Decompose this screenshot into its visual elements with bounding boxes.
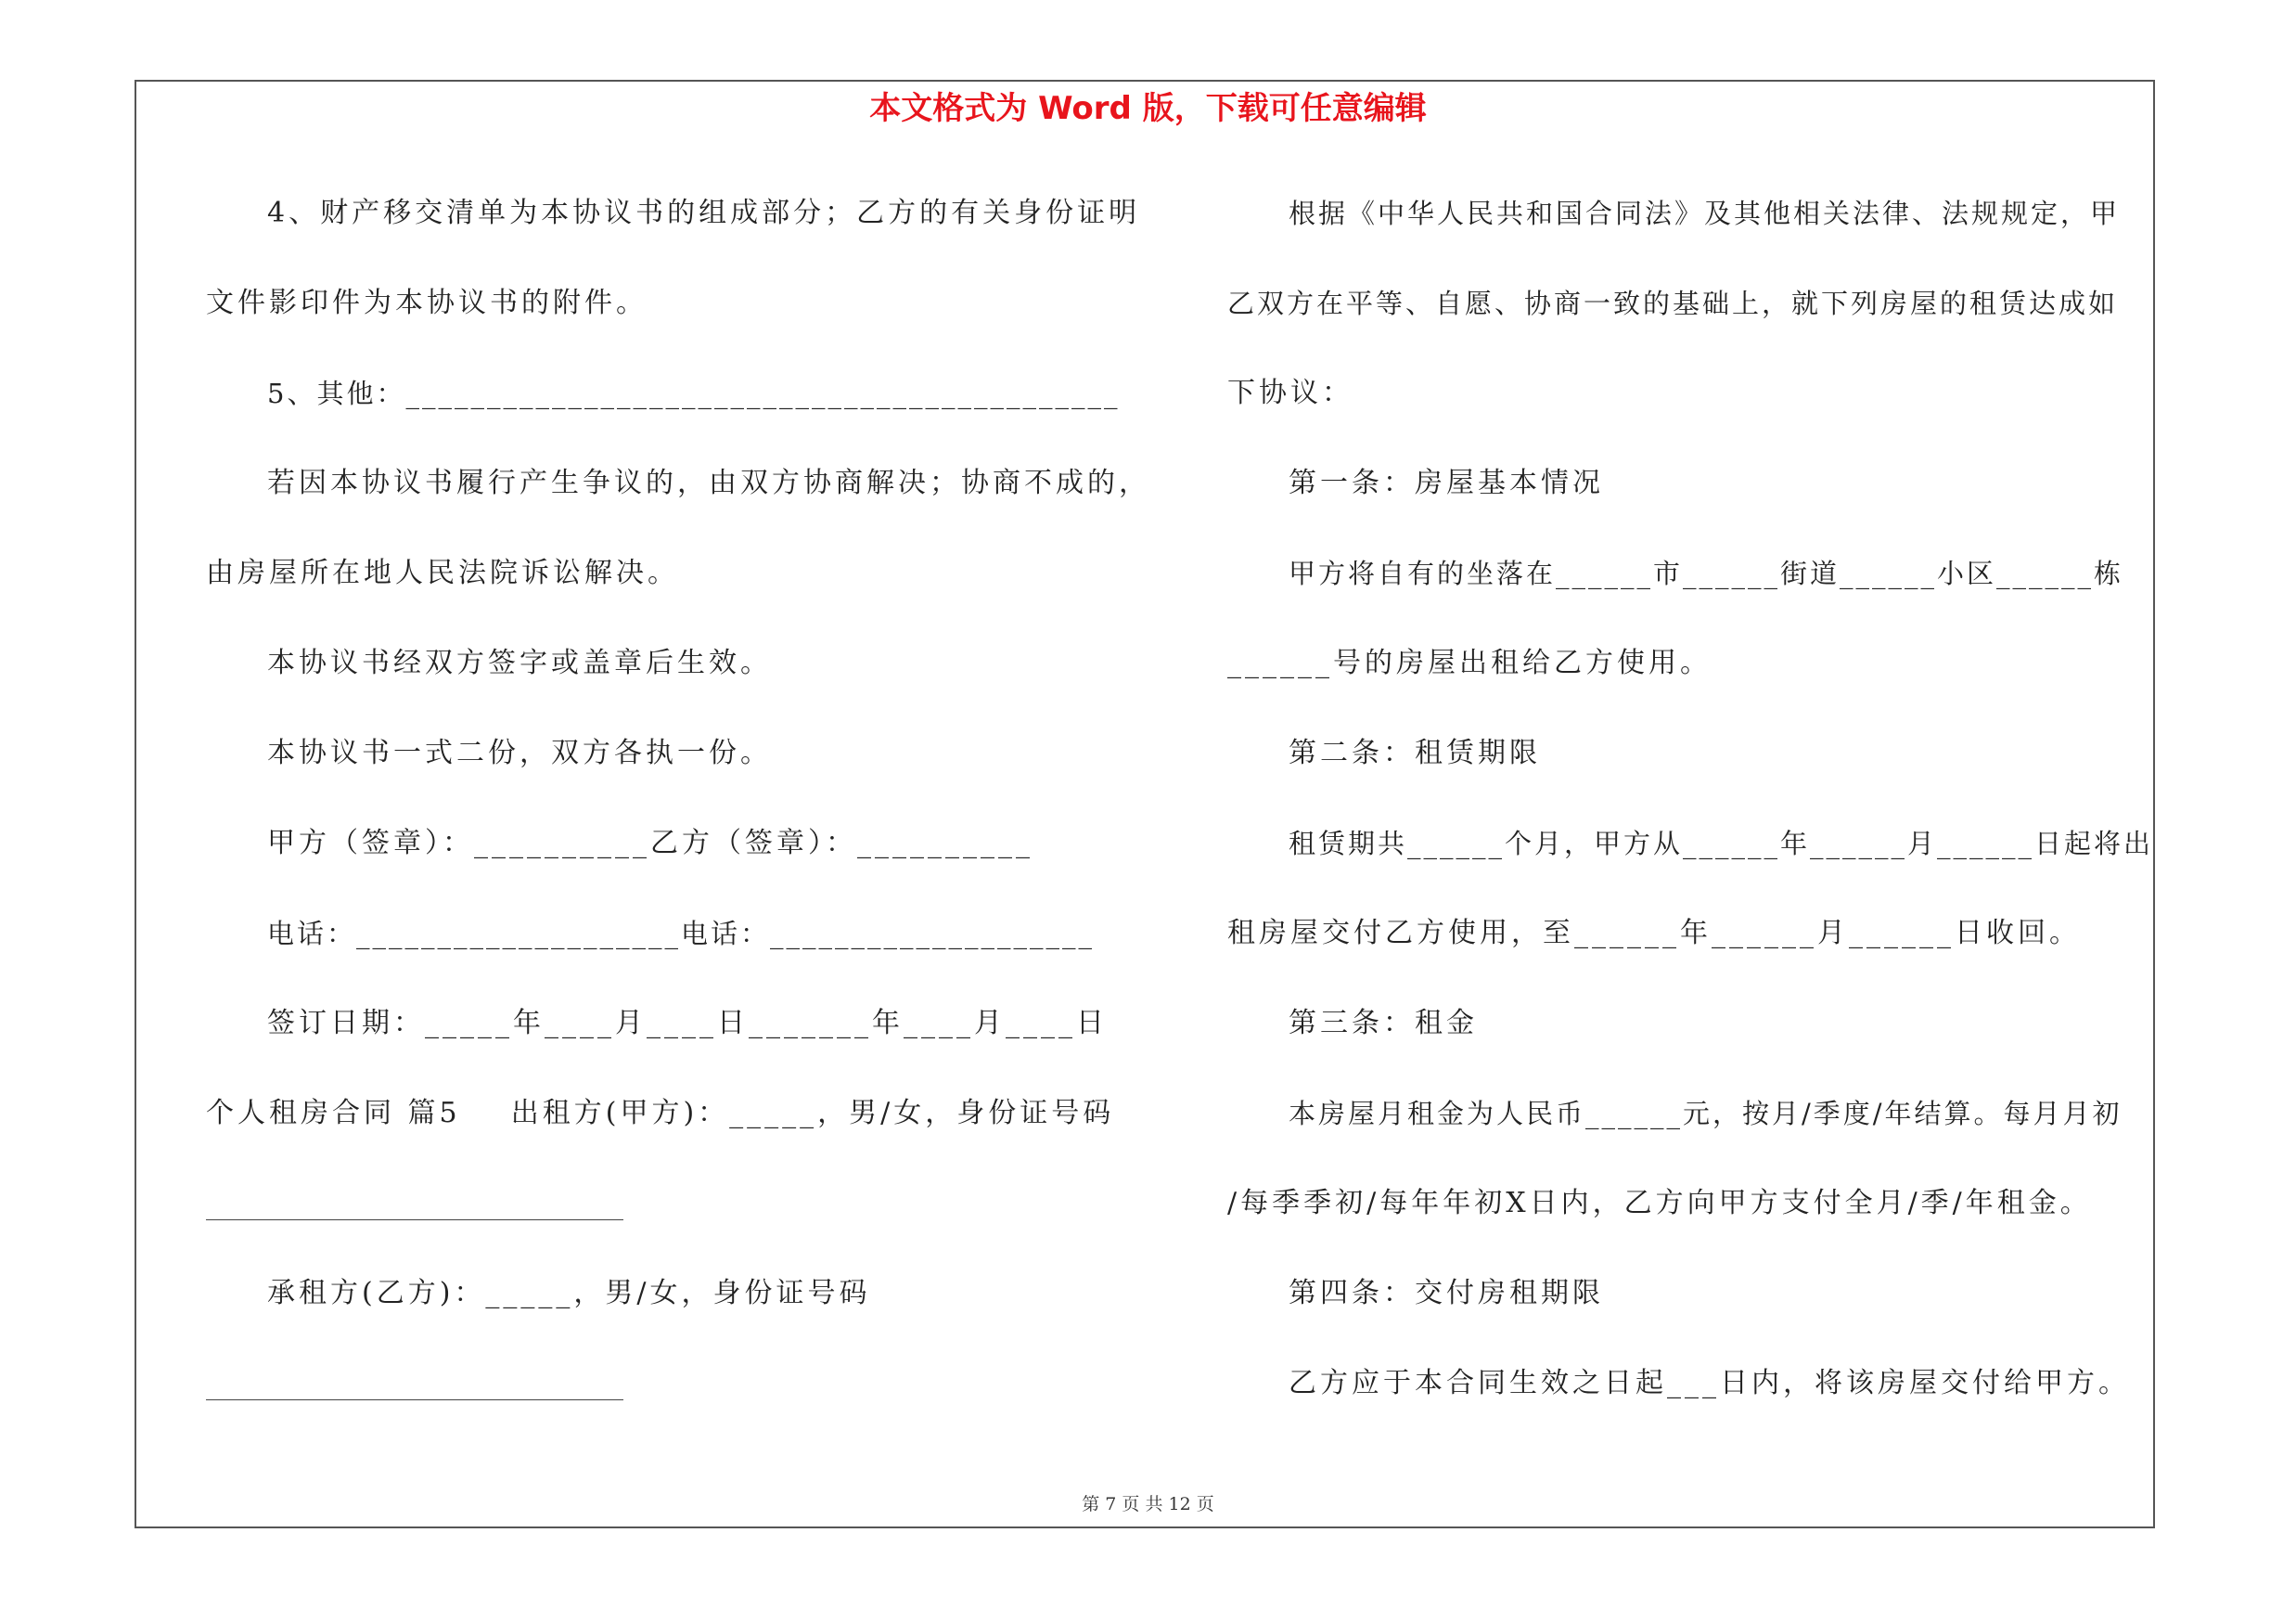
paragraph-line: 下协议： (1227, 377, 1353, 409)
paragraph-line: ______号的房屋出租给乙方使用。 (1227, 647, 1712, 679)
format-banner: 本文格式为 Word 版，下载可任意编辑 (869, 90, 1427, 127)
paragraph-line: 根据《中华人民共和国合同法》及其他相关法律、法规规定，甲 (1289, 198, 2121, 229)
paragraph-line: 由房屋所在地人民法院诉讼解决。 (206, 557, 679, 589)
paragraph-line: 租赁期共______个月，甲方从______年______月______日起将出 (1289, 828, 2154, 859)
paragraph-line: 4、财产移交清单为本协议书的组成部分；乙方的有关身份证明 (267, 197, 1141, 229)
paragraph-line: 若因本协议书履行产生争议的，由双方协商解决；协商不成的， (267, 467, 1150, 499)
sign-date-line: 签订日期：_____年____月____日_______年____月____日 (267, 1007, 1108, 1039)
paragraph-line: 甲方将自有的坐落在______市______街道______小区______栋 (1289, 558, 2124, 589)
paragraph-line: 5、其他：____________________________________________ (267, 378, 1121, 409)
paragraph-line: 乙双方在平等、自愿、协商一致的基础上，就下列房屋的租赁达成如 (1227, 288, 2119, 319)
article-heading: 第三条：租金 (1289, 1007, 1478, 1039)
article-heading: 第四条：交付房租期限 (1289, 1277, 1604, 1309)
paragraph-line: 本协议书一式二份，双方各执一份。 (267, 737, 772, 769)
lessee-line: 承租方(乙方)：_____，男/女，身份证号码 (267, 1277, 871, 1309)
paragraph-line: 租房屋交付乙方使用，至______年______月______日收回。 (1227, 917, 2081, 949)
paragraph-line: 文件影印件为本协议书的附件。 (206, 287, 648, 319)
paragraph-line: 本协议书经双方签字或盖章后生效。 (267, 647, 772, 679)
lessor-id-blank (206, 1219, 623, 1220)
paragraph-line: 本房屋月租金为人民币______元，按月/季度/年结算。每月月初 (1289, 1098, 2123, 1129)
article-heading: 第一条：房屋基本情况 (1289, 467, 1604, 499)
paragraph-line: /每季季初/每年年初X日内，乙方向甲方支付全月/季/年租金。 (1227, 1187, 2092, 1219)
phone-line: 电话：____________________电话：____________________ (267, 918, 1096, 949)
page-number: 第 7 页 共 12 页 (1082, 1494, 1214, 1514)
signature-line: 甲方（签章）：__________乙方（签章）：__________ (267, 827, 1033, 859)
lessee-id-blank (206, 1399, 623, 1400)
contract-heading-line: 个人租房合同 篇5 出租方(甲方)：_____，男/女，身份证号码 (206, 1097, 1115, 1129)
paragraph-line: 乙方应于本合同生效之日起___日内，将该房屋交付给甲方。 (1289, 1367, 2130, 1399)
article-heading: 第二条：租赁期限 (1289, 737, 1541, 769)
